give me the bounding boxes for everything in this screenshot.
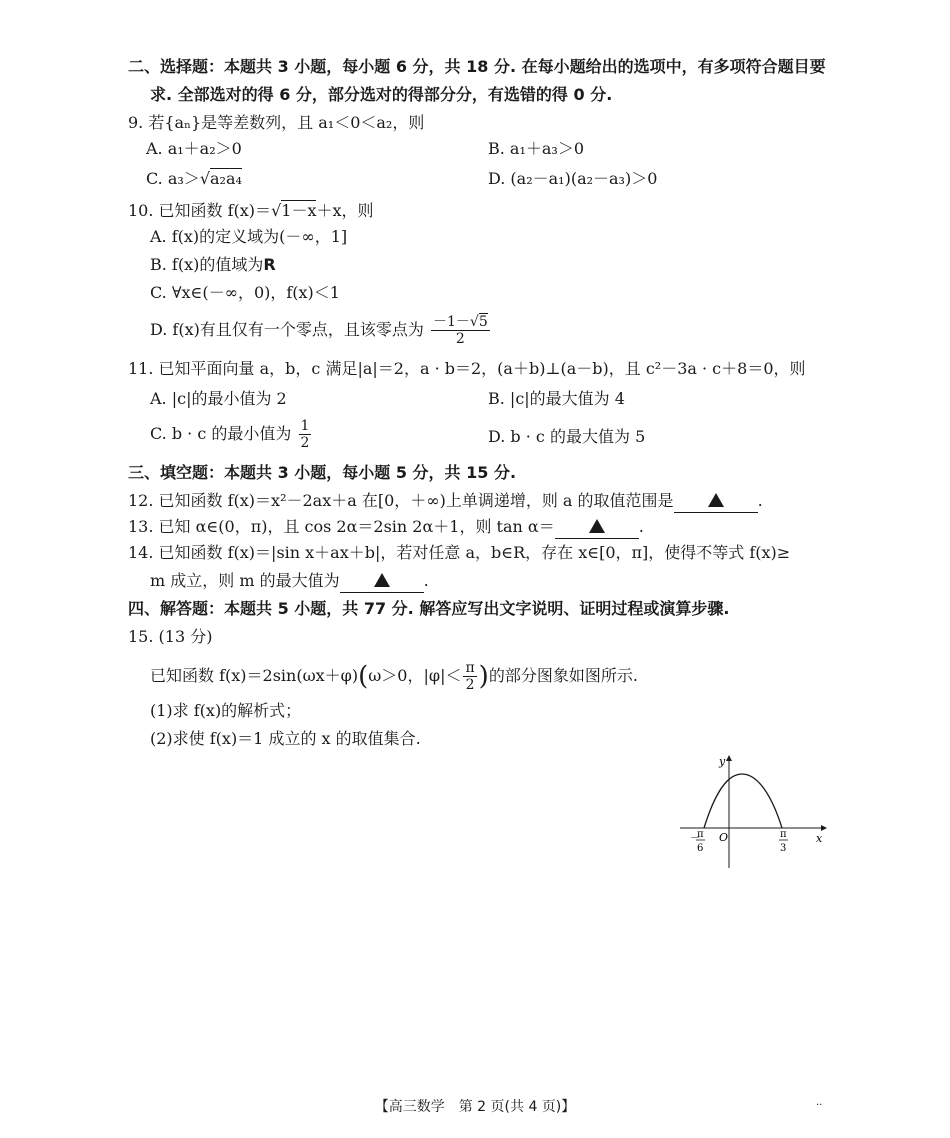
left-tick-sign: －: [690, 833, 700, 844]
q15-part2: (2)求使 f(x)＝1 成立的 x 的取值集合.: [150, 729, 421, 748]
triangle-icon: [589, 519, 605, 533]
q14-line2: [150, 570, 429, 593]
q10-option-b-bold: R: [263, 255, 276, 274]
q9-stem: 9. 若{aₙ}是等差数列，且 a₁＜0＜a₂，则: [128, 113, 425, 132]
page-footer: 【高三数学 第 2 页(共 4 页)】: [374, 1099, 576, 1115]
q13-answer-blank: [555, 516, 639, 539]
q14-line1: 14. 已知函数 f(x)＝|sin x＋ax＋b|，若对任意 a，b∈R，存在 x∈[0，π]，使得不等式 f(x)≥: [128, 543, 791, 562]
section2-header-line2: 求. 全部选对的得 6 分，部分选对的得部分分，有选错的得 0 分.: [150, 85, 613, 104]
x-axis-label: x: [816, 832, 823, 845]
q11-option-d: D. b · c 的最大值为 5: [488, 427, 646, 446]
q9-option-c-radicand: a₂a₄: [210, 169, 242, 188]
sine-curve: [704, 774, 782, 828]
q10-option-b-text: B. f(x)的值域为: [150, 255, 264, 274]
left-tick-denominator: 6: [697, 843, 704, 854]
q15-stem: [150, 660, 638, 693]
q15-header: 15. (13 分): [128, 627, 213, 646]
q11-option-c-fraction: [299, 418, 312, 451]
q12: [128, 490, 763, 513]
right-paren: ): [478, 661, 489, 692]
fraction-numerator: π: [465, 660, 475, 676]
q11-option-c: [150, 418, 313, 451]
q11-option-a: A. |c|的最小值为 2: [150, 389, 287, 408]
q11-option-b: B. |c|的最大值为 4: [488, 389, 625, 408]
sqrt-sign: √: [271, 201, 282, 220]
triangle-icon: [374, 573, 390, 587]
fraction-denominator: 2: [465, 677, 475, 693]
sqrt-sign: √: [469, 314, 479, 330]
q11-option-c-text: C. b · c 的最小值为: [150, 424, 292, 443]
q10-option-a: A. f(x)的定义域为(－∞，1]: [150, 227, 348, 246]
q10-option-d-fraction: [431, 314, 490, 347]
q15-condition-fraction: [463, 660, 476, 693]
fraction-numerator: 1: [300, 418, 310, 434]
origin-label: O: [719, 831, 729, 844]
q9-option-d: D. (a₂－a₁)(a₂－a₃)＞0: [488, 169, 658, 188]
fraction-denominator: 2: [455, 331, 465, 347]
q10-stem: [128, 200, 374, 222]
q10-stem-text: 10. 已知函数 f(x)＝: [128, 201, 272, 220]
q10-option-c: C. ∀x∈(－∞，0)，f(x)＜1: [150, 283, 340, 302]
right-tick-denominator: 3: [780, 843, 787, 854]
triangle-icon: [708, 493, 724, 507]
q9-option-b: B. a₁＋a₃＞0: [488, 139, 585, 158]
q15-stem-text: 已知函数 f(x)＝2sin(ωx＋φ): [150, 666, 359, 685]
q10-option-d: [150, 314, 492, 347]
sqrt-sign: √: [199, 169, 211, 188]
q14-end: .: [423, 571, 429, 590]
fraction-numerator: [431, 314, 490, 331]
corner-mark: ··: [816, 1100, 823, 1111]
q13-end: .: [638, 517, 644, 536]
fraction-denominator: 2: [300, 435, 310, 451]
left-tick-numerator: π: [697, 829, 704, 840]
q9-option-c-text: C. a₃＞: [146, 169, 200, 188]
q12-answer-blank: [674, 490, 758, 513]
right-tick-numerator: π: [780, 829, 787, 840]
section4-header: 四、解答题：本题共 5 小题，共 77 分. 解答应写出文字说明、证明过程或演算步骤.: [128, 599, 730, 618]
q12-text: 12. 已知函数 f(x)＝x²－2ax＋a 在[0，＋∞)上单调递增，则 a 的取值范围是: [128, 491, 674, 510]
q10-option-b: [150, 254, 276, 276]
q13-text: 13. 已知 α∈(0，π)，且 cos 2α＝2sin 2α＋1，则 tan α＝: [128, 517, 555, 536]
left-paren: (: [358, 661, 369, 692]
function-graph: [676, 752, 832, 868]
numerator-radicand: 5: [478, 314, 488, 330]
q10-option-d-text: D. f(x)有且仅有一个零点，且该零点为: [150, 320, 424, 339]
q10-stem-tail: ＋x，则: [316, 201, 374, 220]
q14-answer-blank: [340, 570, 424, 593]
q11-stem: 11. 已知平面向量 a，b，c 满足|a|＝2，a · b＝2，(a＋b)⊥(a－b)，且 c²－3a · c＋8＝0，则: [128, 359, 806, 378]
y-axis-label: y: [719, 755, 726, 768]
q9-option-c: [146, 168, 242, 190]
q15-condition: ω＞0，|φ|＜: [368, 666, 462, 685]
q13: [128, 516, 644, 539]
q12-end: .: [757, 491, 763, 510]
q15-part1: (1)求 f(x)的解析式；: [150, 701, 302, 720]
q9-option-a: A. a₁＋a₂＞0: [146, 139, 242, 158]
q10-stem-radicand: 1－x: [281, 201, 317, 220]
section2-header-line1: 二、选择题：本题共 3 小题，每小题 6 分，共 18 分. 在每小题给出的选项中，有多项符合题目要: [128, 57, 826, 76]
section3-header: 三、填空题：本题共 3 小题，每小题 5 分，共 15 分.: [128, 463, 517, 482]
q15-stem-tail: 的部分图象如图所示.: [488, 666, 638, 685]
numerator-prefix: －1－: [432, 314, 470, 330]
q14-text: m 成立，则 m 的最大值为: [150, 571, 340, 590]
